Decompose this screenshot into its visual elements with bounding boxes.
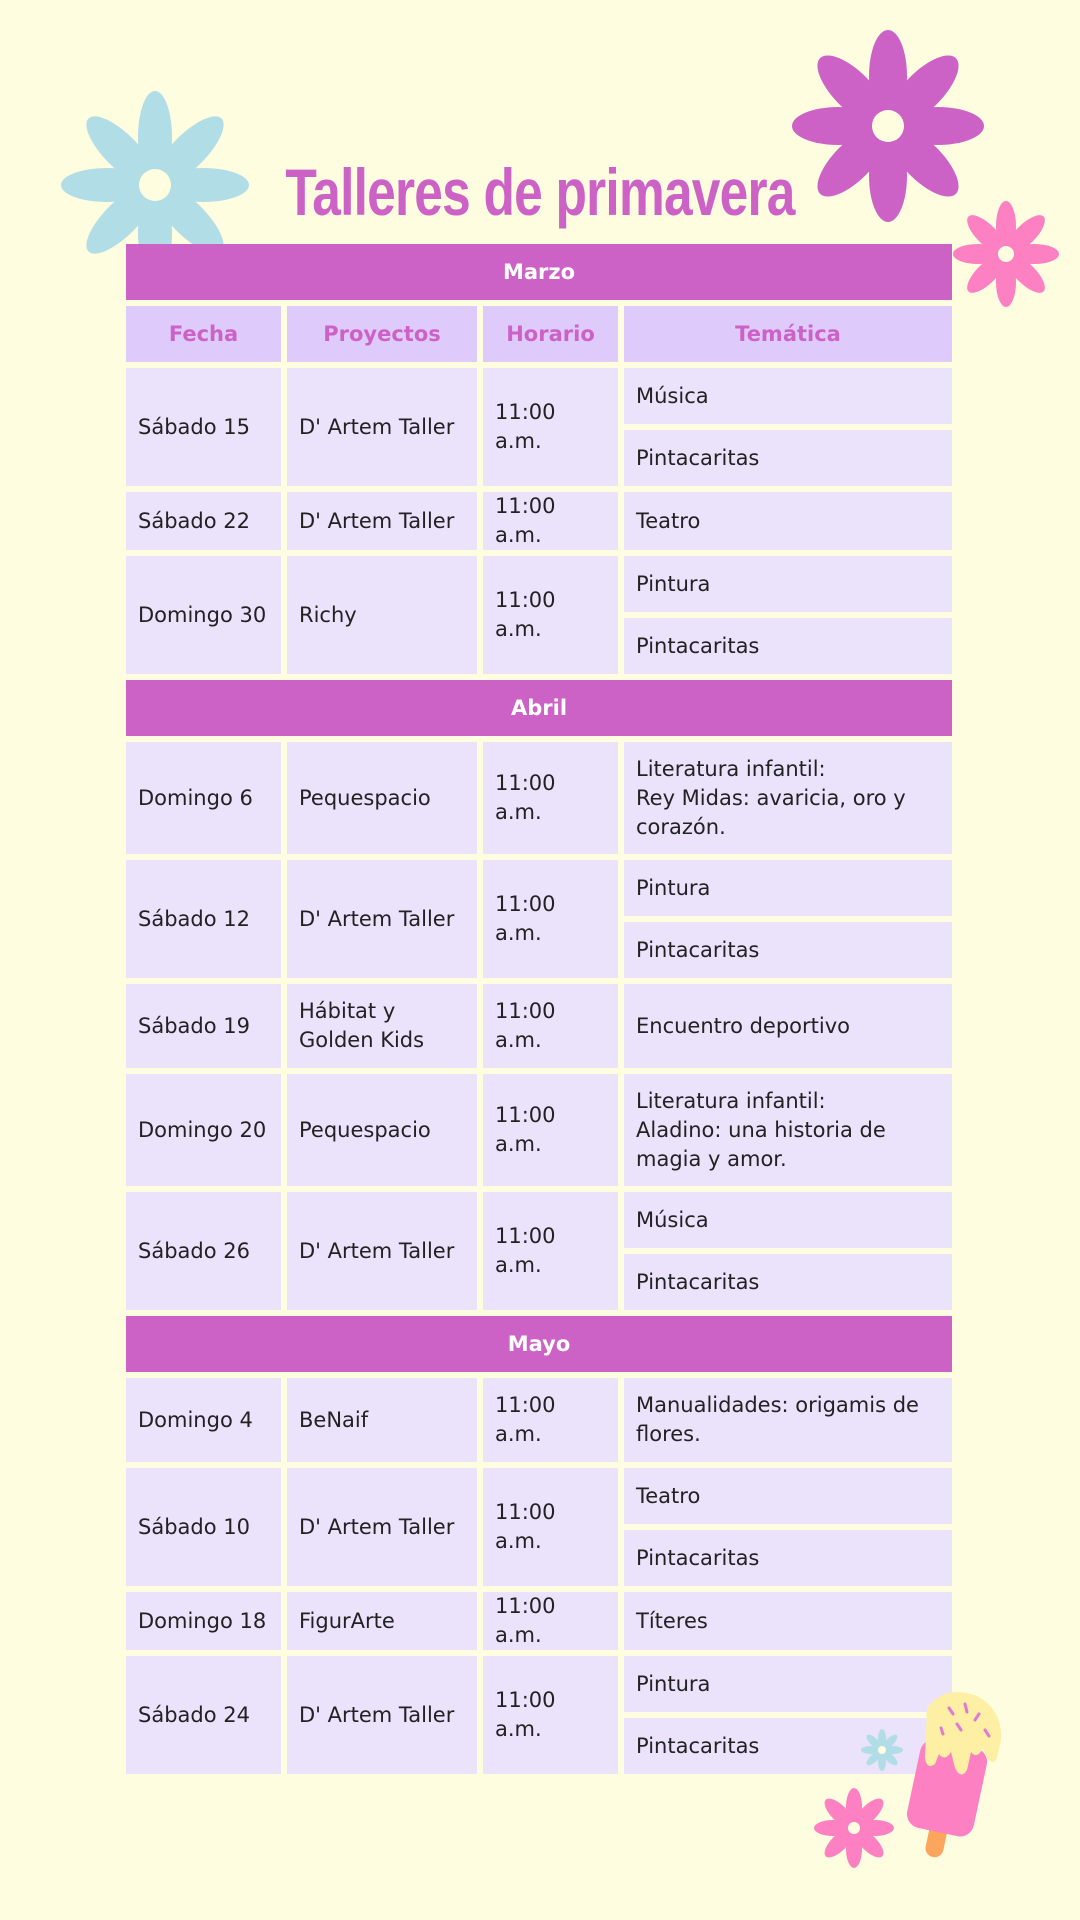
- tematica-cell: Pintura: [624, 860, 952, 916]
- table-row: [126, 368, 952, 424]
- proyecto-cell: BeNaif: [287, 1378, 477, 1462]
- horario-cell: 11:00 a.m.: [483, 492, 618, 550]
- fecha-cell: Domingo 6: [126, 742, 281, 854]
- fecha-cell: Sábado 15: [126, 368, 281, 486]
- horario-cell: 11:00 a.m.: [483, 1074, 618, 1186]
- fecha-cell: Sábado 19: [126, 984, 281, 1068]
- tematica-cell: Música: [624, 368, 952, 424]
- tematica-cell: Pintacaritas: [624, 1530, 952, 1586]
- table-row: [126, 1378, 952, 1462]
- tematica-cell: Encuentro deportivo: [624, 984, 952, 1068]
- proyecto-cell: Pequespacio: [287, 1074, 477, 1186]
- horario-cell: 11:00 a.m.: [483, 1468, 618, 1586]
- proyecto-cell: Pequespacio: [287, 742, 477, 854]
- pink-flower-icon: [950, 198, 1062, 310]
- small-blue-flower-icon: [860, 1728, 904, 1772]
- proyecto-cell: FigurArte: [287, 1592, 477, 1650]
- proyecto-cell: Hábitat y Golden Kids: [287, 984, 477, 1068]
- proyecto-cell: D' Artem Taller: [287, 492, 477, 550]
- fecha-cell: Domingo 20: [126, 1074, 281, 1186]
- tematica-cell: Pintacaritas: [624, 1718, 952, 1774]
- month-row: [126, 1316, 952, 1372]
- horario-cell: 11:00 a.m.: [483, 742, 618, 854]
- table-row: [126, 1074, 952, 1186]
- tematica-cell: Teatro: [624, 1468, 952, 1524]
- table-row: [126, 1468, 952, 1524]
- table-row: [126, 742, 952, 854]
- tematica-cell: Teatro: [624, 492, 952, 550]
- column-header-tematica: Temática: [624, 306, 952, 362]
- tematica-cell: Pintura: [624, 556, 952, 612]
- proyecto-cell: D' Artem Taller: [287, 860, 477, 978]
- month-row: [126, 680, 952, 736]
- tematica-cell: Literatura infantil: Rey Midas: avaricia, oro y corazón.: [624, 742, 952, 854]
- fecha-cell: Sábado 26: [126, 1192, 281, 1310]
- horario-cell: 11:00 a.m.: [483, 1378, 618, 1462]
- fecha-cell: Domingo 4: [126, 1378, 281, 1462]
- horario-cell: 11:00 a.m.: [483, 984, 618, 1068]
- table-row: [126, 984, 952, 1068]
- horario-cell: 11:00 a.m.: [483, 860, 618, 978]
- tematica-cell: Literatura infantil: Aladino: una historia de magia y amor.: [624, 1074, 952, 1186]
- fecha-cell: Sábado 22: [126, 492, 281, 550]
- tematica-cell: Música: [624, 1192, 952, 1248]
- schedule-table: [120, 238, 958, 1780]
- horario-cell: 11:00 a.m.: [483, 556, 618, 674]
- fecha-cell: Domingo 30: [126, 556, 281, 674]
- proyecto-cell: Richy: [287, 556, 477, 674]
- fecha-cell: Sábado 24: [126, 1656, 281, 1774]
- table-row: [126, 1192, 952, 1248]
- tematica-cell: Pintacaritas: [624, 1254, 952, 1310]
- month-row: [126, 244, 952, 300]
- column-header-horario: Horario: [483, 306, 618, 362]
- horario-cell: 11:00 a.m.: [483, 368, 618, 486]
- column-header-row: [126, 306, 952, 362]
- fecha-cell: Sábado 10: [126, 1468, 281, 1586]
- horario-cell: 11:00 a.m.: [483, 1192, 618, 1310]
- tematica-cell: Pintacaritas: [624, 618, 952, 674]
- month-header: Mayo: [126, 1316, 952, 1372]
- tematica-cell: Pintacaritas: [624, 430, 952, 486]
- page-title: Talleres de primavera: [285, 155, 795, 229]
- proyecto-cell: D' Artem Taller: [287, 1192, 477, 1310]
- table-row: [126, 492, 952, 550]
- column-header-proyectos: Proyectos: [287, 306, 477, 362]
- popsicle-icon: [905, 1688, 1005, 1858]
- table-row: [126, 1592, 952, 1650]
- fecha-cell: Sábado 12: [126, 860, 281, 978]
- tematica-cell: Títeres: [624, 1592, 952, 1650]
- tematica-cell: Pintura: [624, 1656, 952, 1712]
- small-pink-flower-icon: [812, 1786, 896, 1870]
- month-header: Abril: [126, 680, 952, 736]
- table-row: [126, 860, 952, 916]
- table-row: [126, 1656, 952, 1712]
- horario-cell: 11:00 a.m.: [483, 1592, 618, 1650]
- horario-cell: 11:00 a.m.: [483, 1656, 618, 1774]
- tematica-cell: Manualidades: origamis de flores.: [624, 1378, 952, 1462]
- fecha-cell: Domingo 18: [126, 1592, 281, 1650]
- month-header: Marzo: [126, 244, 952, 300]
- proyecto-cell: D' Artem Taller: [287, 368, 477, 486]
- tematica-cell: Pintacaritas: [624, 922, 952, 978]
- proyecto-cell: D' Artem Taller: [287, 1656, 477, 1774]
- column-header-fecha: Fecha: [126, 306, 281, 362]
- table-row: [126, 556, 952, 612]
- proyecto-cell: D' Artem Taller: [287, 1468, 477, 1586]
